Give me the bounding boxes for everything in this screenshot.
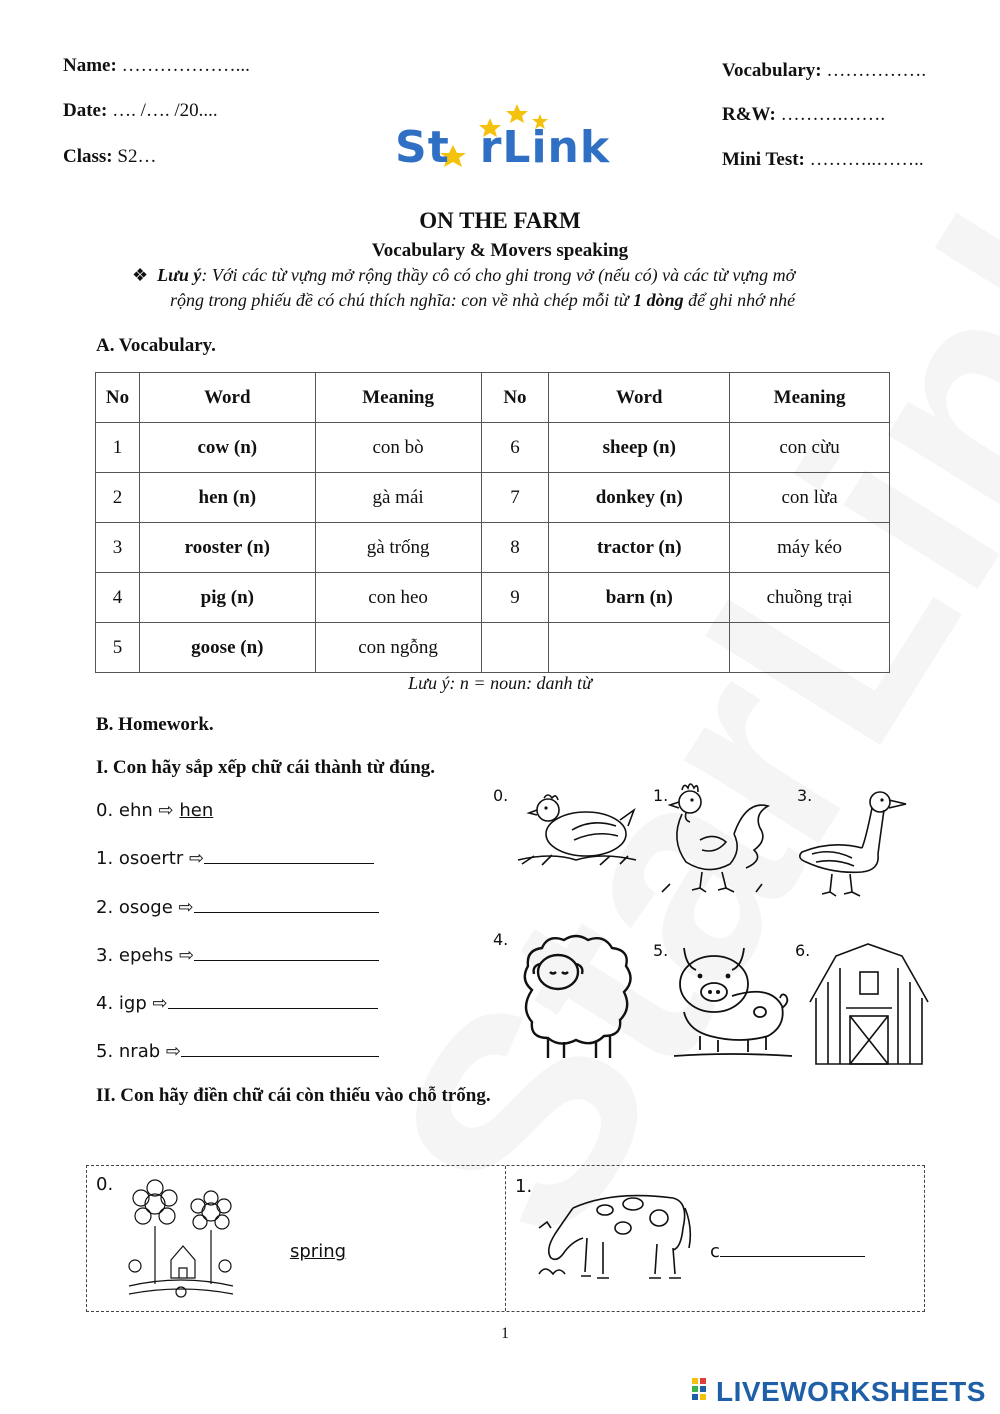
item-number: 1.: [515, 1176, 533, 1197]
cell-no: 4: [96, 573, 140, 623]
picture-label: 0.: [493, 786, 509, 805]
cell-meaning: máy kéo: [730, 523, 890, 573]
barn-icon: [806, 942, 932, 1066]
cell-no: 6: [481, 423, 549, 473]
cell-word: goose (n): [139, 623, 315, 673]
exercise-item-4: 4. igp ⇨: [96, 993, 378, 1014]
arrow-icon: ⇨: [178, 897, 194, 918]
cell-no: 9: [481, 573, 549, 623]
table-row: [96, 473, 890, 523]
cell-word: hen (n): [139, 473, 315, 523]
cell-no: 3: [96, 523, 140, 573]
cell-meaning: gà trống: [315, 523, 481, 573]
page-subtitle: Vocabulary & Movers speaking: [371, 240, 629, 261]
cell-no: 7: [481, 473, 549, 523]
col-header: No: [96, 373, 140, 423]
answer-blank[interactable]: [720, 1242, 865, 1257]
cell-no: 1: [96, 423, 140, 473]
table-row: [96, 573, 890, 623]
class-field[interactable]: Class: S2…: [63, 146, 157, 167]
cell-meaning: con cừu: [730, 423, 890, 473]
answer-blank[interactable]: [181, 1042, 379, 1057]
section-a-heading: A. Vocabulary.: [96, 335, 216, 356]
cell-word: tractor (n): [549, 523, 730, 573]
answer-blank[interactable]: [194, 946, 379, 961]
answer-example: hen: [179, 800, 214, 821]
exercise-2-title: II. Con hãy điền chữ cái còn thiếu vào chỗ trống.: [96, 1085, 491, 1106]
pig-icon: [670, 936, 796, 1060]
cell-no: [481, 623, 549, 673]
table-footnote: Lưu ý: n = noun: danh từ: [408, 673, 592, 693]
note-line-2: rộng trong phiếu đề có chú thích nghĩa: con về nhà chép mỗi từ 1 dòng để ghi nhớ nhé: [170, 290, 796, 310]
cell-meaning: con bò: [315, 423, 481, 473]
arrow-icon: ⇨: [179, 945, 195, 966]
answer-blank[interactable]: [168, 994, 378, 1009]
hen-icon: [512, 790, 640, 870]
col-header: Word: [139, 373, 315, 423]
sheep-icon: [512, 930, 642, 1064]
fill-word-item-1: c: [710, 1241, 865, 1262]
col-header: No: [481, 373, 549, 423]
cell-meaning: con heo: [315, 573, 481, 623]
picture-label: 6.: [795, 941, 811, 960]
cow-icon: [533, 1188, 693, 1288]
mini-test-score-field[interactable]: Mini Test: ………..……..: [722, 149, 924, 170]
cell-word: pig (n): [139, 573, 315, 623]
goose-icon: [792, 788, 910, 903]
cell-word: donkey (n): [549, 473, 730, 523]
cell-word: rooster (n): [139, 523, 315, 573]
col-header: Meaning: [730, 373, 890, 423]
cell-no: 8: [481, 523, 549, 573]
rooster-icon: [656, 780, 774, 900]
liveworksheets-icon: [692, 1378, 714, 1404]
section-b-heading: B. Homework.: [96, 714, 214, 735]
exercise-item-3: 3. epehs ⇨: [96, 945, 379, 966]
vocabulary-table: [95, 372, 890, 673]
picture-label: 4.: [493, 930, 509, 949]
exercise-item-0: 0. ehn ⇨ hen: [96, 800, 214, 821]
col-header: Word: [549, 373, 730, 423]
box-divider: [505, 1166, 506, 1311]
cell-word: sheep (n): [549, 423, 730, 473]
col-header: Meaning: [315, 373, 481, 423]
cell-word: barn (n): [549, 573, 730, 623]
table-row: [96, 423, 890, 473]
answer-blank[interactable]: [204, 849, 374, 864]
item-number: 0.: [96, 1174, 114, 1195]
cell-word: cow (n): [139, 423, 315, 473]
spring-flowers-icon: [125, 1174, 237, 1302]
exercise-item-1: 1. osoertr ⇨: [96, 848, 374, 869]
name-field[interactable]: Name: ………………...: [63, 55, 250, 76]
arrow-icon: ⇨: [188, 848, 205, 869]
cell-meaning: con ngỗng: [315, 623, 481, 673]
picture-label: 5.: [653, 941, 669, 960]
table-header-row: [96, 373, 890, 423]
vocabulary-score-field[interactable]: Vocabulary: …………….: [722, 60, 927, 81]
cell-no: 2: [96, 473, 140, 523]
exercise-item-5: 5. nrab ⇨: [96, 1041, 379, 1062]
picture-label: 3.: [797, 786, 813, 805]
note-line-1: ❖ Lưu ý: Với các từ vựng mở rộng thầy cô có cho ghi trong vở (nếu có) và các từ vựng mở: [132, 265, 796, 285]
cell-meaning: con lừa: [730, 473, 890, 523]
cell-word: [549, 623, 730, 673]
exercise-2-box: [86, 1165, 925, 1312]
table-row: [96, 523, 890, 573]
exercise-1-title: I. Con hãy sắp xếp chữ cái thành từ đúng.: [96, 757, 436, 778]
cell-no: 5: [96, 623, 140, 673]
exercise-item-2: 2. osoge ⇨: [96, 897, 379, 918]
answer-blank[interactable]: [194, 898, 379, 913]
table-row: [96, 623, 890, 673]
page-title: ON THE FARM: [419, 208, 581, 233]
cell-meaning: [730, 623, 890, 673]
date-field[interactable]: Date: …. /…. /20....: [63, 100, 218, 121]
starlink-logo: St rLink: [395, 100, 645, 180]
cell-meaning: gà mái: [315, 473, 481, 523]
example-word: spring: [290, 1241, 347, 1262]
page-number: 1: [501, 1325, 509, 1342]
cell-meaning: chuồng trại: [730, 573, 890, 623]
picture-label: 1.: [653, 786, 669, 805]
arrow-icon: ⇨: [165, 1041, 181, 1062]
arrow-icon: ⇨: [158, 800, 174, 821]
rw-score-field[interactable]: R&W: ……….…….: [722, 104, 886, 125]
arrow-icon: ⇨: [152, 993, 168, 1014]
